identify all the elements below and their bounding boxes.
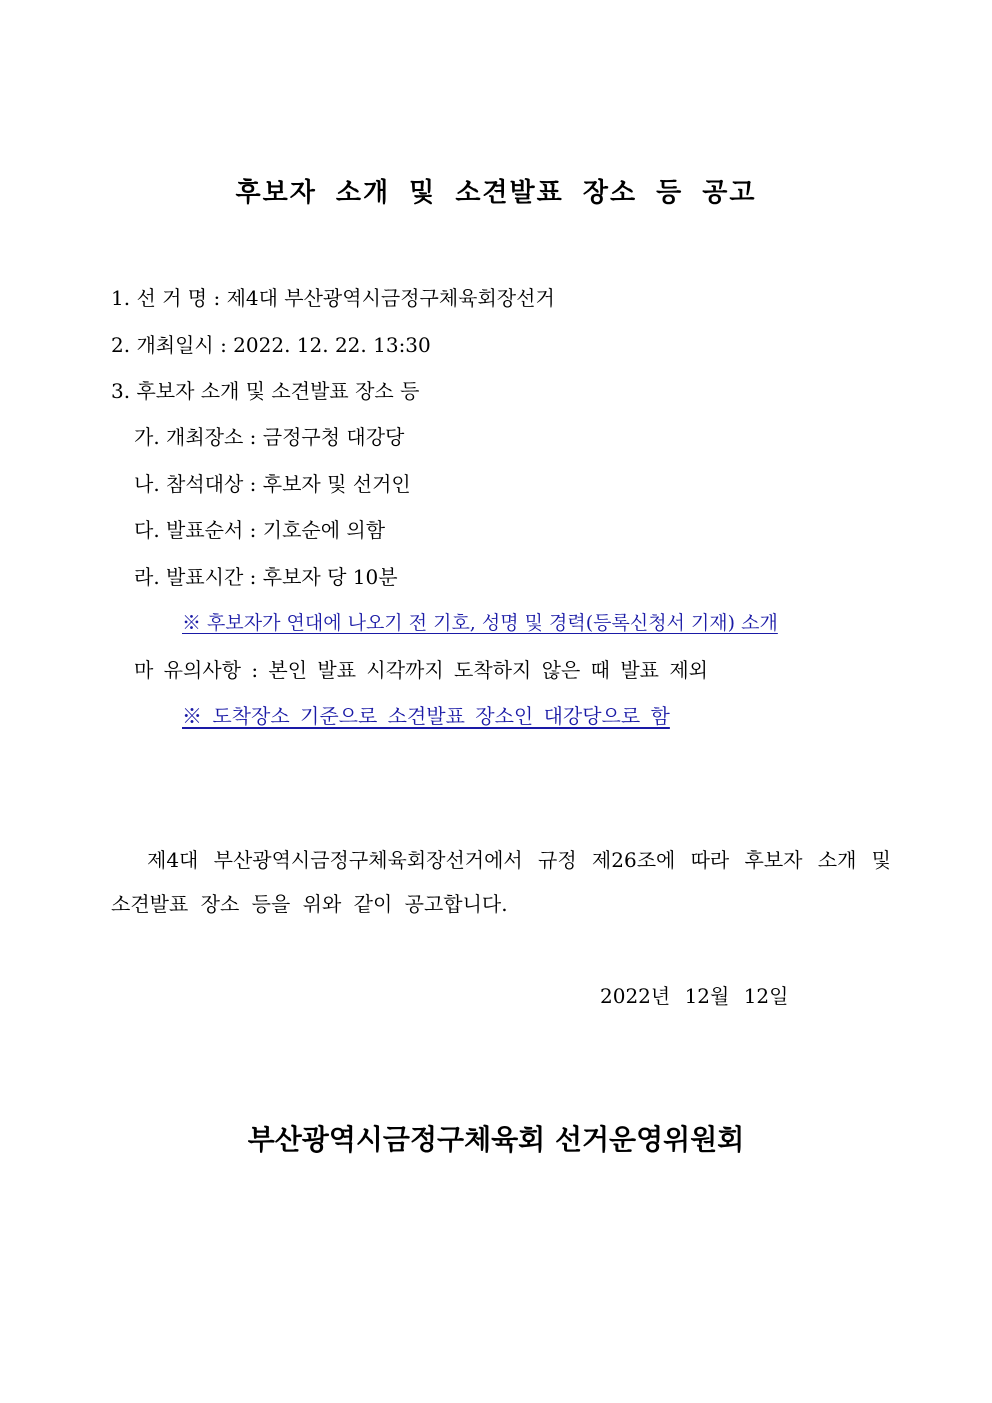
announcement-paragraph: 제4대 부산광역시금정구체육회장선거에서 규정 제26조에 따라 후보자 소개 및 소견발표 장소 등을 위와 같이 공고합니다. <box>111 848 891 916</box>
sub-item-venue: 가. 개최장소 : 금정구청 대강당 <box>134 425 405 449</box>
note-arrival-location: ※ 도착장소 기준으로 소견발표 장소인 대강당으로 함 <box>182 704 670 728</box>
sub-item-notes: 마 유의사항 : 본인 발표 시각까지 도착하지 않은 때 발표 제외 <box>134 658 708 682</box>
sub-item-order: 다. 발표순서 : 기호순에 의함 <box>134 518 386 542</box>
note-introduction: ※ 후보자가 연대에 나오기 전 기호, 성명 및 경력(등록신청서 기재) 소개 <box>182 612 778 634</box>
announcement-date: 2022년 12월 12일 <box>600 984 789 1008</box>
item-date-time: 2. 개최일시 : 2022. 12. 22. 13:30 <box>111 333 431 357</box>
issuing-organization: 부산광역시금정구체육회 선거운영위원회 <box>247 1123 745 1156</box>
sub-item-time: 라. 발표시간 : 후보자 당 10분 <box>134 565 398 589</box>
item-election-name: 1. 선 거 명 : 제4대 부산광역시금정구체육회장선거 <box>111 286 555 310</box>
document-title: 후보자 소개 및 소견발표 장소 등 공고 <box>235 178 757 208</box>
sub-item-attendees: 나. 참석대상 : 후보자 및 선거인 <box>134 472 411 496</box>
item-venue-heading: 3. 후보자 소개 및 소견발표 장소 등 <box>111 379 420 403</box>
